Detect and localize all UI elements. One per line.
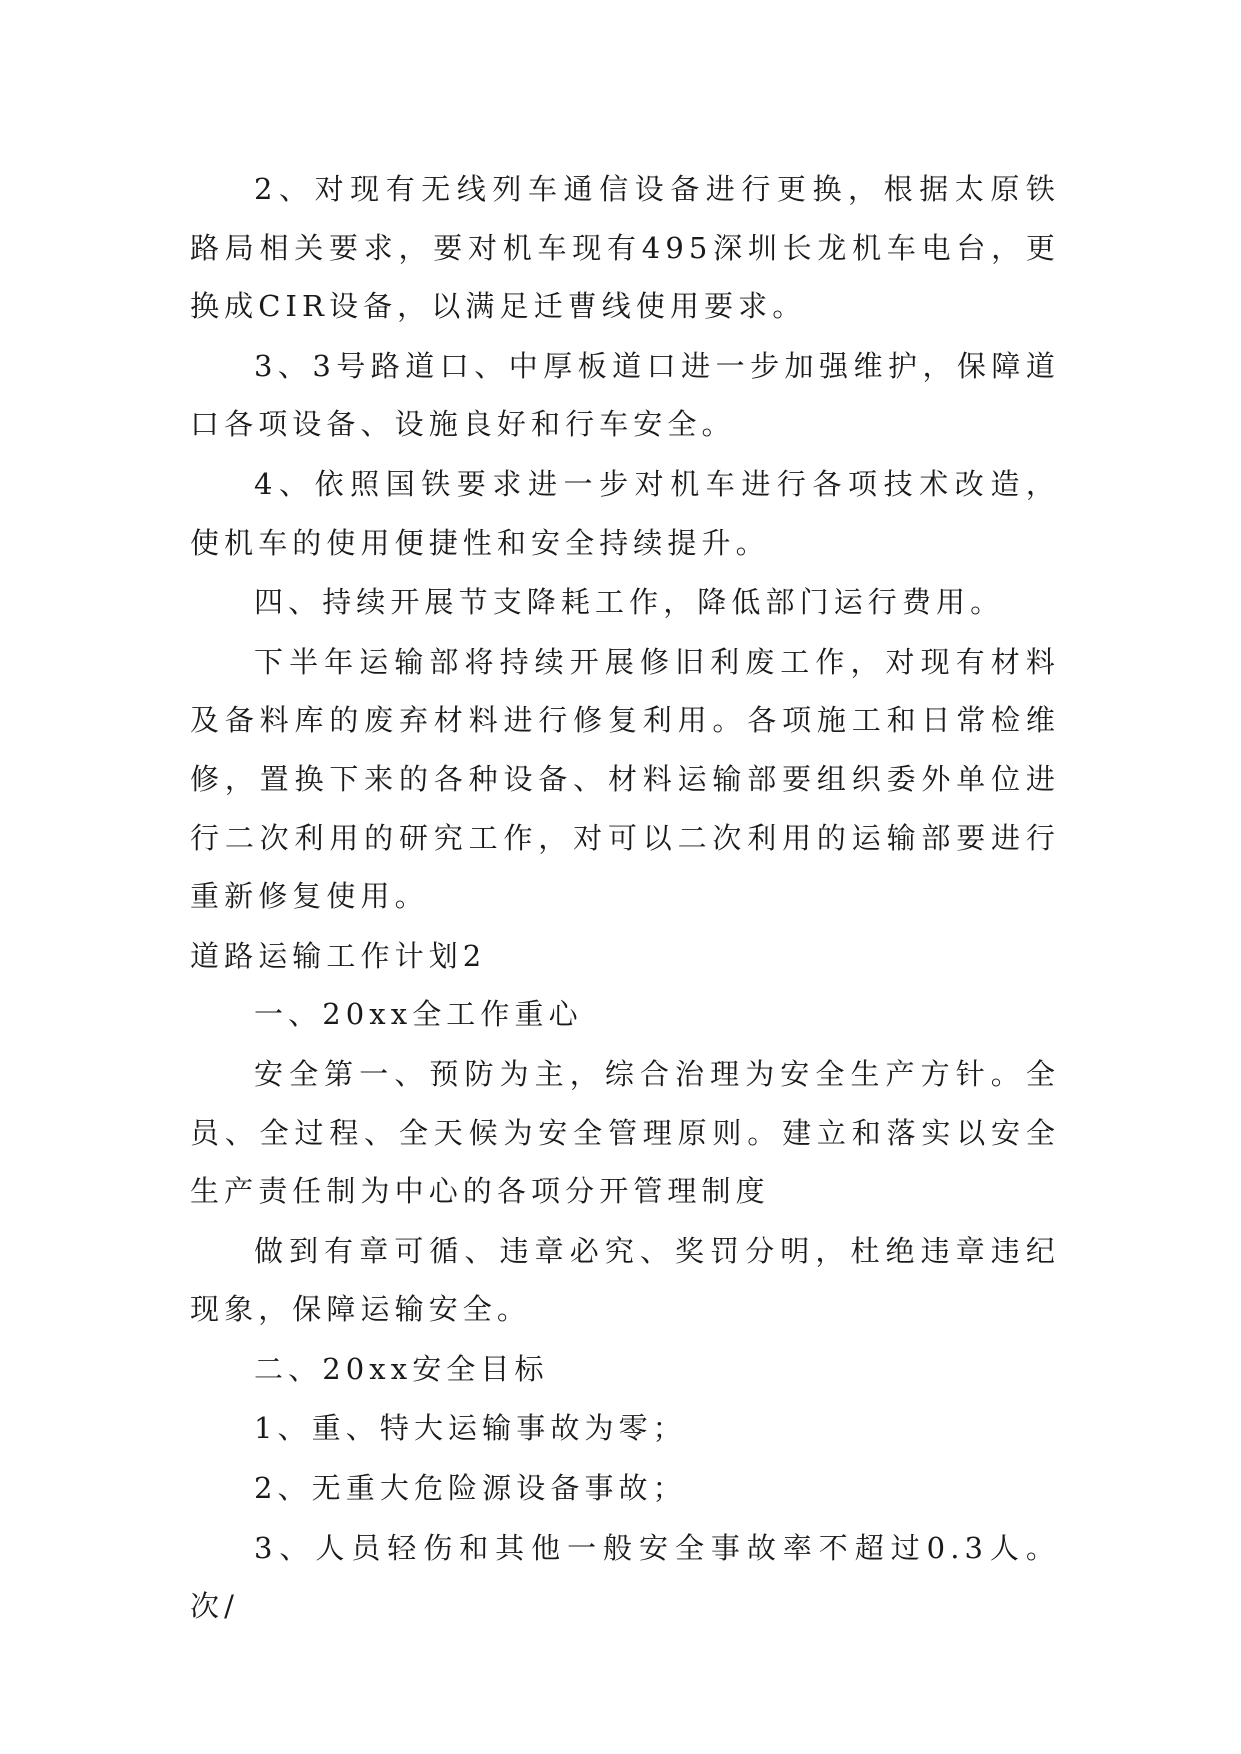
paragraph-cost-reduction-heading: 四、持续开展节支降耗工作，降低部门运行费用。 xyxy=(254,585,1005,620)
paragraph-safety-goals-heading: 二、20xx安全目标 xyxy=(254,1351,549,1386)
paragraph-safety-policy: 安全第一、预防为主，综合治理为安全生产方针。全员、全过程、全天候为安全管理原则。建立和落实以安全生产责任制为中心的各项分开管理制度 xyxy=(190,1056,1060,1209)
paragraph-recycling: 下半年运输部将持续开展修旧利废工作，对现有材料及备料库的废弃材料进行修复利用。各项施工和日常检维修，置换下来的各种设备、材料运输部要组织委外单位进行二次利用的研究工作，对可以二次利用的运输部要进行重新修复使用。 xyxy=(190,644,1060,914)
paragraph-device-replacement: 2、对现有无线列车通信设备进行更换，根据太原铁路局相关要求，要对机车现有495深圳长龙机车电台，更换成CIR设备，以满足迁曹线使用要求。 xyxy=(190,172,1060,324)
list-item-goal-3: 3、人员轻伤和其他一般安全事故率不超过0.3人。次/ xyxy=(190,1530,1060,1624)
paragraph-work-focus-heading: 一、20xx全工作重心 xyxy=(254,997,583,1032)
paragraph-rules-enforcement: 做到有章可循、违章必究、奖罚分明，杜绝违章违纪现象，保障运输安全。 xyxy=(190,1233,1060,1327)
paragraph-locomotive-upgrade: 4、依照国铁要求进一步对机车进行各项技术改造，使机车的使用便捷性和安全持续提升。 xyxy=(190,466,1060,560)
document-page xyxy=(190,160,1060,1637)
section-title: 道路运输工作计划2 xyxy=(190,938,487,973)
list-item-goal-1: 1、重、特大运输事故为零； xyxy=(254,1411,687,1446)
paragraph-crossing-maintenance: 3、3号路道口、中厚板道口进一步加强维护，保障道口各项设备、设施良好和行车安全。 xyxy=(190,348,1060,442)
list-item-goal-2: 2、无重大危险源设备事故； xyxy=(254,1471,687,1506)
